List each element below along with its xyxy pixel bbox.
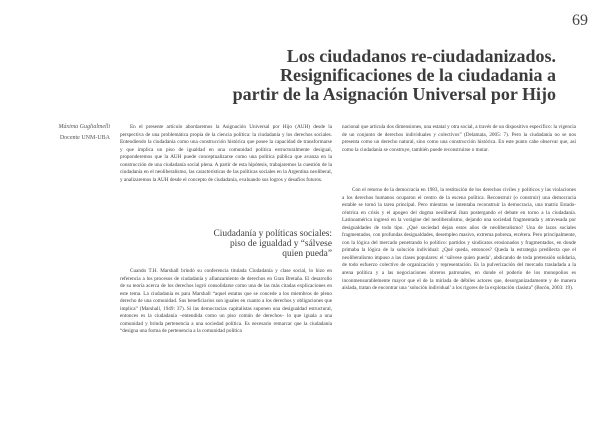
section-heading-line: quien pueda” bbox=[282, 249, 332, 259]
section-heading-line: piso de igualdad y “sálvese bbox=[229, 239, 332, 249]
title-line: Resignificaciones de la ciudadania a bbox=[279, 65, 556, 85]
abstract bbox=[120, 124, 332, 184]
author-block bbox=[22, 122, 110, 144]
body-column-right-bottom bbox=[342, 187, 576, 293]
title-line: partir de la Asignación Universal por Hijo bbox=[232, 84, 556, 104]
page-number: 69 bbox=[572, 12, 588, 29]
author-name: Máxima Guglialmelli bbox=[58, 124, 110, 130]
body-paragraph: nacional que articula dos dimensiones, una estatal y otra social, a través de un dispositivo específico: la vigencia de un conjunto de derechos individuales y colectivos” (Delamata, 2005: 7). Pero la ciudadanía no se nos presenta como un derecho natural, sino como una construcción histórica. En este punto cabe observar que, así como la ciudadanía se construye, también puede reconstruirse o mutar. bbox=[342, 124, 576, 153]
body-paragraph: Cuando T.H. Marshall brindó su conferencia titulada Ciudadanía y clase social, lo hizo en referencia a los procesos de ciudadanía y afianzamiento de derechos en Gran Bretaña. El desarrollo de su teoría acerca de los derechos logró consolidarse como una de las más citadas explicaciones en este tema. La ciudadanía es para Marshall “aquel estatus que se concede a los miembros de pleno derecho de una comunidad. Sus beneficiarios son iguales en cuanto a los derechos y obligaciones que implica” (Marshall, 1949: 37). Si las democracias capitalistas suponen una desigualdad estructural, entonces es la ciudadanía –entendida como un piso común de derechos– lo que iguala a una comunidad y brinda pertenencia a una sociedad política. Es necesario remarcar que la ciudadanía “designa una forma de pertenencia a la comunidad política bbox=[120, 268, 332, 335]
author-affiliation: Docente UNM-UBA bbox=[59, 135, 110, 141]
body-paragraph: Con el retorno de la democracia en 1983, la restitución de los derechos civiles y políticos y las violaciones a los derechos humanos ocuparon el centro de la escena política. Reconstruir (o construir) una democracia estable se tornó la tarea principal. Pero mientras se intentaba reconstruir la democracia, una matriz Estado-céntrica en crisis y el apogeo del dogma neoliberal iban postergando el debate en torno a la ciudadanía. Latinoamérica ingresó en la vorágine del neoliberalismo, dejando una sociedad fragmentada y atravesada por desigualdades de todo tipo. ¿Qué sociedad dejan estos años de neoliberalismo? Una de lazos sociales fragmentados, con profundas desigualdades, desempleo masivo, extrema pobreza, etcétera. Pero principalmente, con la lógica del mercado penetrando lo político: partidos y sindicatos erosionados y fragmentados, en donde primaba la lógica de la solución individual: ¿Qué queda, entonces? Queda la estrategia predilecta que el neoliberalismo impuso a las clases populares: el ‘sálvese quien pueda’, abdicando de toda pretensión solidaria, de todo esfuerzo colectivo de organización y representación. Es la pulverización del mercado trasladada a la arena política y a las negociaciones obreros patronales, en donde el poderío de los monopolios es inconmensurablemente mayor que el de la miríada de débiles actores que, desorganizadamente y de manera aislada, tratan de encontrar una ‘solución individual’ a los rigores de la explotación clasista” (Borón, 2003: 19). bbox=[342, 187, 576, 292]
abstract-text: En el presente artículo abordaremos la Asignación Universal por Hijo (AUH) desde la perspectiva de una problemática propia de la ciencia política: la ciudadanía y los derechos sociales. Entendiendo la ciudadanía como una construcción histórica que posee la capacidad de transformarse y que implica un piso de igualdad en una comunidad política estructuralmente desigual, proponderemos que la AUH puede conceptualizarse como una política pública que avanza en la construcción de una ciudadanía social plena. A partir de esta hipótesis, trabajaremos la cuestión de la ciudadanía en el neoliberalismo, las características de las políticas sociales en la Argentina neoliberal, y analizaremos la AUH desde el concepto de ciudadanía, evaluando sus logros y desafíos futuros. bbox=[120, 124, 332, 183]
article-title bbox=[176, 47, 556, 104]
body-column-left bbox=[120, 268, 332, 336]
section-heading bbox=[152, 229, 332, 259]
title-line: Los ciudadanos re-ciudadanizados. bbox=[286, 46, 556, 66]
body-column-right-top bbox=[342, 124, 576, 154]
section-heading-line: Ciudadanía y políticas sociales: bbox=[213, 229, 332, 239]
